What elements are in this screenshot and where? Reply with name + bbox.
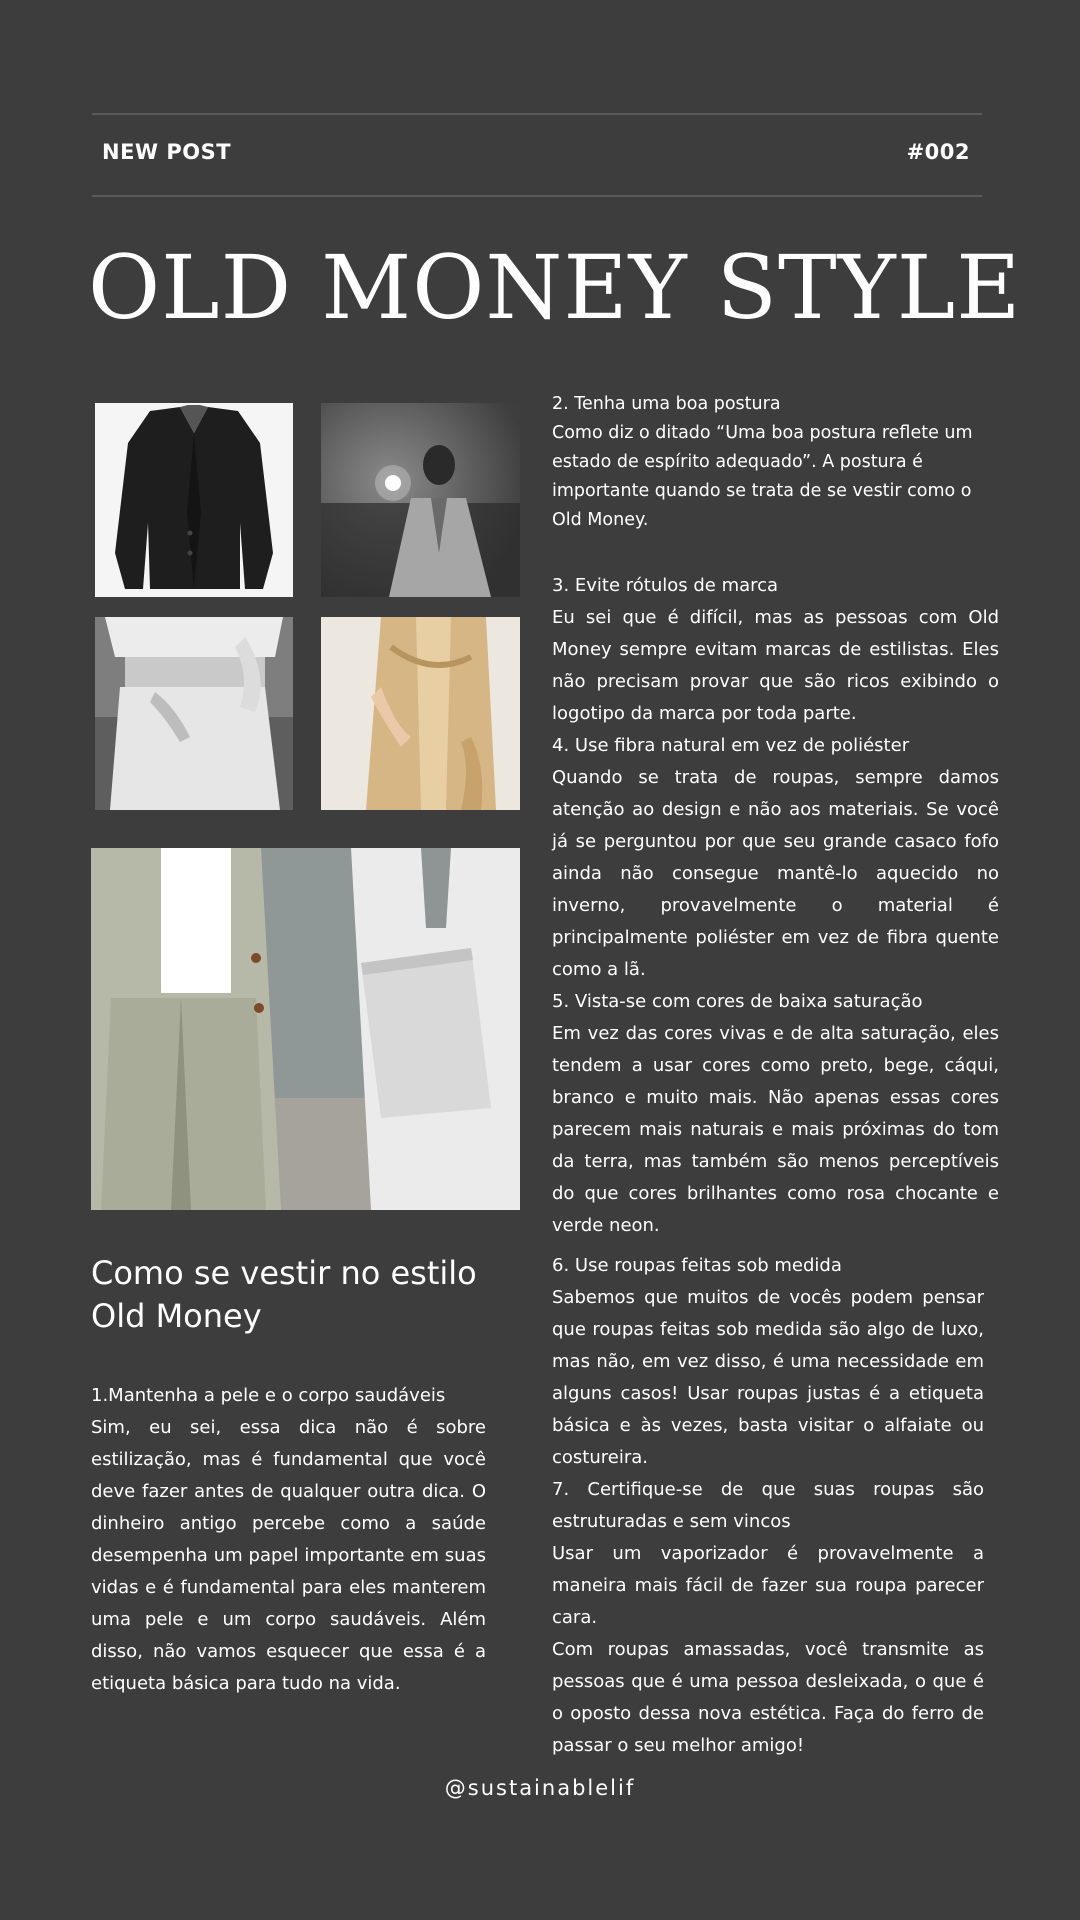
photo-pastel-suits [91, 848, 520, 1210]
tip-5-title: 5. Vista-se com cores de baixa saturação [552, 991, 923, 1012]
tip-3-body: Eu sei que é difícil, mas as pessoas com Old Money sempre evitam marcas de estilistas. Eles não precisam provar que são ricos exibindo o logotipo da marca por toda parte. [552, 607, 999, 724]
top-divider [92, 113, 982, 115]
section-heading: Como se vestir no estilo Old Money [91, 1254, 477, 1335]
tip-2-block [552, 390, 982, 535]
tips-6-7-block [552, 1250, 984, 1762]
tips-3-5-block [552, 570, 999, 1242]
tip-7-body-2: Com roupas amassadas, você transmite as pessoas que é uma pessoa desleixada, o que é o oposto dessa nova estética. Faça do ferro de passar o seu melhor amigo! [552, 1639, 984, 1756]
tip-3-title: 3. Evite rótulos de marca [552, 575, 779, 596]
photo-white-outfit [95, 617, 293, 810]
tip-7-body-1: Usar um vaporizador é provavelmente a maneira mais fácil de fazer sua roupa parecer cara. [552, 1543, 984, 1628]
left-column-text [91, 1380, 486, 1700]
tip-6-body: Sabemos que muitos de vocês podem pensar que roupas feitas sob medida são algo de luxo, mas não, em vez disso, é uma necessidade em alguns casos! Usar roupas justas é a etiqueta básica e às vezes, basta visitar o alfaiate ou costureira. [552, 1287, 984, 1468]
tip-1-body: Sim, eu sei, essa dica não é sobre estilização, mas é fundamental que você deve fazer antes de qualquer outra dica. O dinheiro antigo percebe como a saúde desempenha um papel importante em suas vidas e é fundamental para eles manterem uma pele e um corpo saudáveis. Além disso, não vamos esquecer que essa é a etiqueta básica para tudo na vida. [91, 1417, 486, 1694]
photo-light-coat [321, 403, 520, 597]
tip-5-body: Em vez das cores vivas e de alta saturação, eles tendem a usar cores como preto, bege, cáqui, branco e muito mais. Não apenas essas cores parecem mais naturais e mais próximas do tom da terra, mas também são menos perceptíveis do que cores brilhantes como rosa chocante e verde neon. [552, 1023, 999, 1236]
new-post-label: NEW POST [102, 140, 232, 164]
tip-4-title: 4. Use fibra natural em vez de poliéster [552, 735, 910, 756]
bottom-divider [92, 195, 982, 197]
tip-7-title: 7. Certifique-se de que suas roupas são estruturadas e sem vincos [552, 1479, 984, 1532]
tip-1-title: 1.Mantenha a pele e o corpo saudáveis [91, 1385, 446, 1406]
photo-black-blazer [95, 403, 293, 597]
post-number: #002 [906, 140, 970, 164]
tip-6-title: 6. Use roupas feitas sob medida [552, 1255, 842, 1276]
tip-4-body: Quando se trata de roupas, sempre damos atenção ao design e não aos materiais. Se você já se perguntou por que seu grande casaco fofo ainda não consegue mantê-lo aquecido no inverno, provavelmente o material é principalmente poliéster em vez de fibra quente como a lã. [552, 767, 999, 980]
page-title: OLD MONEY STYLE [88, 236, 1022, 339]
photo-beige-satin [321, 617, 520, 810]
social-handle: @sustainablelif [444, 1776, 636, 1800]
tip-2-body: Como diz o ditado “Uma boa postura reflete um estado de espírito adequado”. A postura é importante quando se trata de se vestir como o Old Money. [552, 423, 973, 530]
tip-2-title: 2. Tenha uma boa postura [552, 394, 781, 414]
